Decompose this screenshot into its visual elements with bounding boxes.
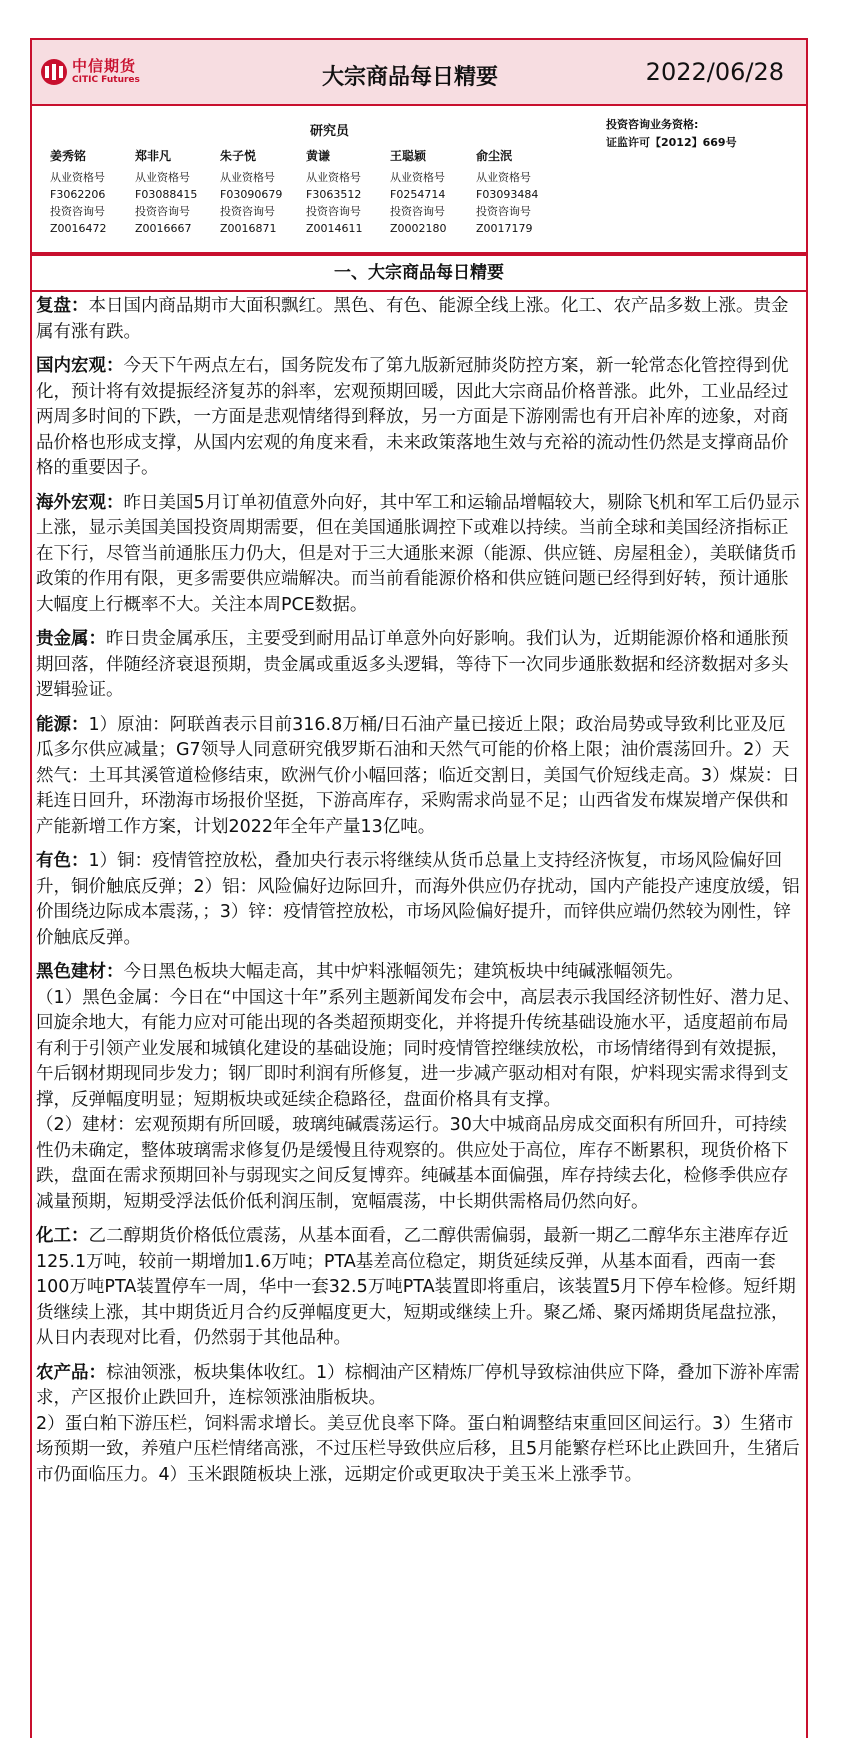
- report-paragraph: [36, 294, 802, 345]
- report-paragraph: [36, 1224, 802, 1352]
- consult-label: 投资咨询号: [476, 205, 531, 218]
- paragraph-label: 海外宏观：: [36, 492, 124, 513]
- paragraph-text: 本日国内商品期市大面积飘红。黑色、有色、能源全线上涨。化工、农产品多数上涨。贵金属有涨有跌。: [36, 296, 789, 342]
- license-line-2: 证监许可【2012】669号: [606, 136, 737, 149]
- report-paragraph: [36, 849, 802, 951]
- analyst-name: 郑非凡: [135, 149, 172, 163]
- report-paragraph: [36, 354, 802, 482]
- analyst-card: [50, 148, 140, 237]
- license-line-1: 投资咨询业务资格:: [606, 118, 699, 131]
- cert-label: 从业资格号: [390, 171, 445, 184]
- consult-label: 投资咨询号: [390, 205, 445, 218]
- paragraph-text: 棕油领涨，板块集体收红。1）棕榈油产区精炼厂停机导致棕油供应下降，叠加下游补库需求，产区报价止跌回升，连棕领涨油脂板块。: [36, 1362, 800, 1408]
- consult-number: Z0017179: [476, 222, 533, 235]
- consult-label: 投资咨询号: [50, 205, 105, 218]
- paragraph-text: 今日黑色板块大幅走高，其中炉料涨幅领先；建筑板块中纯碱涨幅领先。: [123, 962, 684, 982]
- consult-number: Z0002180: [390, 222, 447, 235]
- paragraph-label: 贵金属：: [36, 629, 106, 649]
- paragraph-label: 有色：: [36, 851, 89, 871]
- paragraph-label: 农产品：: [36, 1362, 106, 1383]
- report-paragraph: [36, 1412, 802, 1489]
- section-title: 一、大宗商品每日精要: [32, 256, 806, 292]
- paragraph-text: （1）黑色金属：今日在“中国这十年”系列主题新闻发布会中，高层表示我国经济韧性好、潜力足、回旋余地大，有能力应对可能出现的各类超预期变化，并将提升传统基础设施水平，适度超前布局有利于引领产业发展和城镇化建设的基础设施；同时疫情管控继续放松，市场情绪得到有效提振，午后钢材期现同步发力；钢厂即时利润有所修复，进一步减产驱动相对有限，炉料现实需求得到支撑，反弹幅度明显；短期板块或延续企稳路径，盘面价格具有支撑。: [36, 987, 801, 1110]
- paragraph-text: 乙二醇期货价格低位震荡，从基本面看，乙二醇供需偏弱，最新一期乙二醇华东主港库存近125.1万吨，较前一期增加1.6万吨；PTA基差高位稳定，期货延续反弹，从基本面看，西南一套100万吨PTA装置停车一周，华中一套32.5万吨PTA装置即将重启，该装置5月下停车检修。短纤期货继续上涨，其中期货近月合约反弹幅度更大，短期或继续上升。聚乙烯、聚丙烯期货尾盘拉涨，从日内表现对比看，仍然弱于其他品种。: [36, 1226, 796, 1348]
- report-title: 大宗商品每日精要: [322, 65, 499, 90]
- analyst-name: 黄谦: [306, 149, 331, 163]
- paragraph-text: 昨日贵金属承压，主要受到耐用品订单意外向好影响。我们认为，近期能源价格和通胀预期回落，伴随经济衰退预期，贵金属或重返多头逻辑，等待下一次同步通胀数据和经济数据对多头逻辑验证。: [36, 629, 789, 700]
- cert-number: F3063512: [306, 188, 362, 201]
- citic-futures-logo: [40, 58, 140, 86]
- researcher-label: 研究员: [310, 124, 350, 139]
- report-page: [30, 38, 808, 1738]
- citic-logo-icon: [40, 58, 68, 86]
- paragraph-text: 昨日美国5月订单初值意外向好，其中军工和运输品增幅较大，剔除飞机和军工后仍显示上涨，显示美国美国投资周期需要，但在美国通胀调控下或难以持续。当前全球和美国经济指标正在下行，尽管当前通胀压力仍大，但是对于三大通胀来源（能源、供应链、房屋租金），美联储货币政策的作用有限，更多需要供应端解决。而当前看能源价格和供应链问题已经得到好转，预计通胀大幅度上行概率不大。关注本周PCE数据。: [36, 492, 800, 615]
- cert-number: F03088415: [135, 188, 198, 201]
- report-paragraph: [36, 491, 802, 619]
- analyst-card: [135, 148, 225, 237]
- cert-label: 从业资格号: [476, 171, 531, 184]
- report-paragraph: [36, 1361, 802, 1412]
- paragraph-text: （2）建材：宏观预期有所回暖，玻璃纯碱震荡运行。30大中城商品房成交面积有所回升，可持续性仍未确定，整体玻璃需求修复仍是缓慢且待观察的。供应处于高位，库存不断累积，现货价格下跌，盘面在需求预期回补与弱现实之间反复博弈。纯碱基本面偏强，库存持续去化，检修季供应存减量预期，短期受浮法低价低利润压制，宽幅震荡，中长期供需格局仍然向好。: [36, 1115, 789, 1212]
- cert-number: F3062206: [50, 188, 106, 201]
- cert-label: 从业资格号: [220, 171, 275, 184]
- analyst-name: 朱子悦: [220, 149, 257, 163]
- paragraph-label: 化工：: [36, 1226, 89, 1246]
- report-paragraph: [36, 960, 802, 986]
- logo-english-name: CITIC Futures: [72, 75, 140, 85]
- paragraph-label: 黑色建材：: [36, 962, 124, 982]
- analyst-name: 姜秀铭: [50, 149, 87, 163]
- logo-chinese-name: 中信期货: [72, 57, 137, 75]
- cert-number: F0254714: [390, 188, 446, 201]
- analyst-panel: [32, 106, 806, 256]
- paragraph-text: 2）蛋白粕下游压栏，饲料需求增长。美豆优良率下降。蛋白粕调整结束重回区间运行。3）生猪市场预期一致，养殖户压栏情绪高涨，不过压栏导致供应后移，且5月能繁存栏环比止跌回升，生猪后市仍面临压力。4）玉米跟随板块上涨，远期定价或更取决于美玉米上涨季节。: [36, 1413, 800, 1485]
- consult-number: Z0016472: [50, 222, 107, 235]
- report-paragraph: [36, 1113, 802, 1215]
- consult-number: Z0016667: [135, 222, 192, 235]
- paragraph-text: 今天下午两点左右，国务院发布了第九版新冠肺炎防控方案，新一轮常态化管控得到优化，预计将有效提振经济复苏的斜率，宏观预期回暖，因此大宗商品价格普涨。此外，工业品经过两周多时间的下跌，一方面是悲观情绪得到释放，另一方面是下游刚需也有开启补库的迹象，对商品价格也形成支撑，从国内宏观的角度来看，未来政策落地生效与充裕的流动性仍然是支撑商品价格的重要因子。: [36, 356, 789, 478]
- consult-number: Z0016871: [220, 222, 277, 235]
- license-info: [606, 116, 737, 152]
- paragraph-text: 1）原油：阿联酋表示目前316.8万桶/日石油产量已接近上限；政治局势或导致利比亚及厄瓜多尔供应减量；G7领导人同意研究俄罗斯石油和天然气可能的价格上限；油价震荡回升。2）天然气：土耳其溪管道检修结束，欧洲气价小幅回落；临近交割日，美国气价短线走高。3）煤炭：日耗连日回升，环渤海市场报价坚挺，下游高库存，采购需求尚显不足；山西省发布煤炭增产保供和产能新增工作方案，计划2022年全年产量13亿吨。: [36, 714, 800, 837]
- consult-label: 投资咨询号: [135, 205, 190, 218]
- cert-label: 从业资格号: [135, 171, 190, 184]
- analyst-card: [306, 148, 396, 237]
- analyst-name: 俞尘泯: [476, 149, 513, 163]
- analyst-card: [476, 148, 566, 237]
- report-paragraph: [36, 713, 802, 841]
- cert-number: F03090679: [220, 188, 283, 201]
- paragraph-label: 复盘：: [36, 296, 89, 316]
- report-paragraph: [36, 986, 802, 1114]
- consult-number: Z0014611: [306, 222, 363, 235]
- cert-label: 从业资格号: [50, 171, 105, 184]
- analyst-card: [390, 148, 480, 237]
- paragraph-label: 能源：: [36, 714, 89, 735]
- paragraph-label: 国内宏观：: [36, 356, 124, 376]
- analyst-card: [220, 148, 310, 237]
- report-body: [32, 292, 806, 1488]
- consult-label: 投资咨询号: [306, 205, 361, 218]
- report-date: 2022/06/28: [645, 58, 784, 86]
- paragraph-text: 1）铜：疫情管控放松，叠加央行表示将继续从货币总量上支持经济恢复，市场风险偏好回升，铜价触底反弹；2）铝：风险偏好边际回升，而海外供应仍存扰动，国内产能投产速度放缓，铝价围绕边际成本震荡，；3）锌：疫情管控放松，市场风险偏好提升，而锌供应端仍然较为刚性，锌价触底反弹。: [36, 851, 800, 948]
- report-header: [32, 40, 806, 106]
- cert-label: 从业资格号: [306, 171, 361, 184]
- consult-label: 投资咨询号: [220, 205, 275, 218]
- cert-number: F03093484: [476, 188, 539, 201]
- analyst-name: 王聪颖: [390, 149, 427, 163]
- report-paragraph: [36, 627, 802, 704]
